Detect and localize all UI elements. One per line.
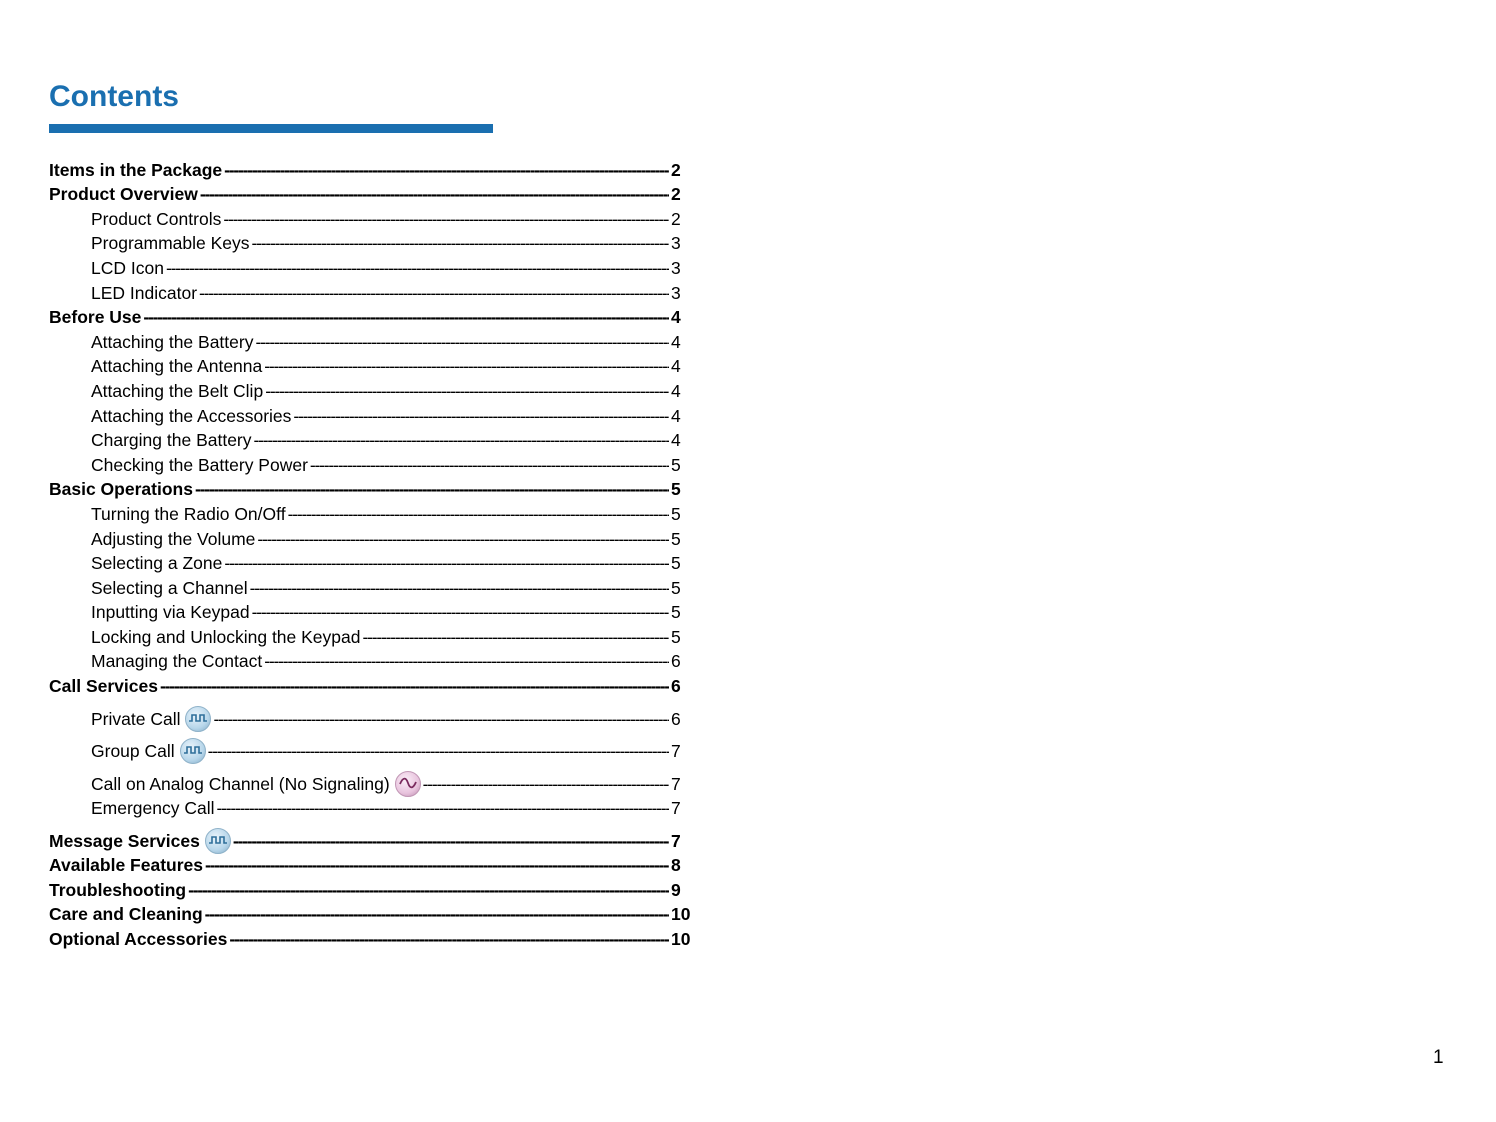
toc-entry[interactable] <box>49 254 689 279</box>
analog-mode-icon <box>395 771 421 797</box>
digital-mode-icon <box>205 828 231 854</box>
toc-entry-label: LED Indicator <box>91 282 198 303</box>
toc-entry[interactable] <box>49 925 689 950</box>
toc-entry-page-number: 10 <box>671 929 691 950</box>
toc-entry[interactable] <box>49 500 689 525</box>
toc-entry-page-number: 3 <box>671 257 681 278</box>
toc-entry-label: Adjusting the Volume <box>91 528 256 549</box>
toc-entry-page-number: 4 <box>671 307 681 328</box>
toc-leader-dashes <box>166 258 669 279</box>
toc-leader-dashes <box>199 283 669 304</box>
toc-entry-label: Product Controls <box>91 208 222 229</box>
toc-leader-dashes <box>233 831 669 852</box>
toc-entry[interactable] <box>49 648 689 673</box>
toc-entry-page-number: 2 <box>671 159 681 180</box>
toc-entry-page-number: 5 <box>671 553 681 574</box>
toc-entry-label: Locking and Unlocking the Keypad <box>91 626 361 647</box>
toc-entry-page-number: 7 <box>671 830 681 851</box>
toc-leader-dashes <box>254 430 669 451</box>
toc-entry-label: Attaching the Accessories <box>91 405 292 426</box>
toc-leader-dashes <box>200 184 669 205</box>
toc-entry-label: Product Overview <box>49 184 198 205</box>
toc-entry-label: Care and Cleaning <box>49 904 203 925</box>
toc-entry-page-number: 4 <box>671 380 681 401</box>
toc-entry-page-number: 5 <box>671 454 681 475</box>
toc-entry-page-number: 5 <box>671 528 681 549</box>
toc-entry[interactable] <box>49 525 689 550</box>
toc-entry-label: Attaching the Belt Clip <box>91 380 264 401</box>
toc-leader-dashes <box>217 798 669 819</box>
toc-entry-label: Managing the Contact <box>91 651 263 672</box>
toc-entry-label: Checking the Battery Power <box>91 454 308 475</box>
toc-entry-page-number: 2 <box>671 208 681 229</box>
toc-entry-label: Available Features <box>49 855 204 876</box>
toc-leader-dashes <box>423 774 669 795</box>
toc-entry-page-number: 6 <box>671 676 681 697</box>
digital-mode-icon <box>185 706 211 732</box>
toc-leader-dashes <box>208 741 669 762</box>
toc-entry-page-number: 4 <box>671 405 681 426</box>
toc-entry[interactable] <box>49 623 689 648</box>
toc-leader-dashes <box>229 929 669 950</box>
digital-mode-icon <box>180 738 206 764</box>
title-underline-bar <box>49 124 493 133</box>
toc-entry-page-number: 4 <box>671 430 681 451</box>
toc-entry[interactable] <box>49 697 689 730</box>
toc-entry[interactable] <box>49 762 689 795</box>
toc-entry[interactable] <box>49 451 689 476</box>
toc-leader-dashes <box>143 307 669 328</box>
toc-leader-dashes <box>195 479 669 500</box>
toc-entry-label: Message Services <box>49 830 200 851</box>
toc-leader-dashes <box>310 455 669 476</box>
toc-entry-label: Basic Operations <box>49 479 193 500</box>
toc-entry-label: Inputting via Keypad <box>91 602 250 623</box>
toc-entry-label: Private Call <box>91 708 181 729</box>
toc-entry-label: Programmable Keys <box>91 233 250 254</box>
toc-entry-label: Turning the Radio On/Off <box>91 503 286 524</box>
toc-entry-label: Group Call <box>91 741 175 762</box>
toc-entry-label: Emergency Call <box>91 798 215 819</box>
toc-entry-page-number: 8 <box>671 855 681 876</box>
toc-entry-page-number: 3 <box>671 233 681 254</box>
toc-entry[interactable] <box>49 574 689 599</box>
toc-entry-page-number: 5 <box>671 479 681 500</box>
toc-entry-label: Before Use <box>49 307 142 328</box>
toc-entry[interactable] <box>49 795 689 820</box>
toc-entry[interactable] <box>49 672 689 697</box>
toc-leader-dashes <box>160 676 669 697</box>
toc-leader-dashes <box>363 627 670 648</box>
toc-entry-label: Call Services <box>49 676 158 697</box>
toc-entry-page-number: 10 <box>671 904 691 925</box>
toc-entry-label: Charging the Battery <box>91 430 252 451</box>
toc-entry[interactable] <box>49 304 689 329</box>
toc-leader-dashes <box>255 332 669 353</box>
toc-entry-page-number: 2 <box>671 184 681 205</box>
toc-entry[interactable] <box>49 819 689 852</box>
toc-leader-dashes <box>252 602 669 623</box>
toc-entry-page-number: 9 <box>671 879 681 900</box>
toc-leader-dashes <box>265 381 669 402</box>
toc-entry-page-number: 7 <box>671 798 681 819</box>
toc-entry-page-number: 5 <box>671 626 681 647</box>
toc-leader-dashes <box>257 529 669 550</box>
toc-leader-dashes <box>264 651 669 672</box>
toc-entry[interactable] <box>49 476 689 501</box>
toc-entry[interactable] <box>49 156 689 181</box>
toc-entry[interactable] <box>49 377 689 402</box>
toc-entry-label: Items in the Package <box>49 159 223 180</box>
toc-entry-label: Selecting a Channel <box>91 577 248 598</box>
toc-entry[interactable] <box>49 181 689 206</box>
toc-entry-label: Call on Analog Channel (No Signaling) <box>91 773 390 794</box>
toc-leader-dashes <box>224 160 669 181</box>
toc-entry-page-number: 4 <box>671 331 681 352</box>
toc-leader-dashes <box>264 356 669 377</box>
toc-leader-dashes <box>188 880 669 901</box>
toc-entry-label: Selecting a Zone <box>91 553 223 574</box>
toc-entry[interactable] <box>49 205 689 230</box>
toc-entry-label: Attaching the Antenna <box>91 356 263 377</box>
toc-entry[interactable] <box>49 550 689 575</box>
toc-entry-label: Optional Accessories <box>49 929 228 950</box>
page-title: Contents <box>49 80 179 113</box>
toc-entry[interactable] <box>49 599 689 624</box>
toc-entry-page-number: 6 <box>671 651 681 672</box>
page-number: 1 <box>1433 1047 1444 1068</box>
toc-entry[interactable] <box>49 852 689 877</box>
toc-entry-page-number: 6 <box>671 708 681 729</box>
toc-leader-dashes <box>252 233 669 254</box>
toc-leader-dashes <box>224 553 669 574</box>
toc-entry[interactable] <box>49 328 689 353</box>
toc-entry-page-number: 5 <box>671 577 681 598</box>
toc-leader-dashes <box>205 855 669 876</box>
toc-entry-page-number: 7 <box>671 741 681 762</box>
toc-entry[interactable] <box>49 901 689 926</box>
toc-entry[interactable] <box>49 427 689 452</box>
toc-entry[interactable] <box>49 730 689 763</box>
toc-entry[interactable] <box>49 279 689 304</box>
table-of-contents <box>49 156 689 950</box>
toc-entry[interactable] <box>49 230 689 255</box>
toc-entry[interactable] <box>49 402 689 427</box>
toc-leader-dashes <box>288 504 669 525</box>
toc-entry-page-number: 5 <box>671 503 681 524</box>
toc-entry-label: Troubleshooting <box>49 879 187 900</box>
toc-entry-page-number: 5 <box>671 602 681 623</box>
toc-leader-dashes <box>213 709 669 730</box>
toc-entry-label: LCD Icon <box>91 257 164 278</box>
toc-leader-dashes <box>250 578 669 599</box>
toc-leader-dashes <box>205 904 669 925</box>
toc-entry[interactable] <box>49 353 689 378</box>
toc-leader-dashes <box>293 406 669 427</box>
toc-entry-page-number: 7 <box>671 773 681 794</box>
toc-entry-page-number: 3 <box>671 282 681 303</box>
toc-entry-label: Attaching the Battery <box>91 331 254 352</box>
toc-entry[interactable] <box>49 876 689 901</box>
toc-entry-page-number: 4 <box>671 356 681 377</box>
toc-leader-dashes <box>223 209 669 230</box>
